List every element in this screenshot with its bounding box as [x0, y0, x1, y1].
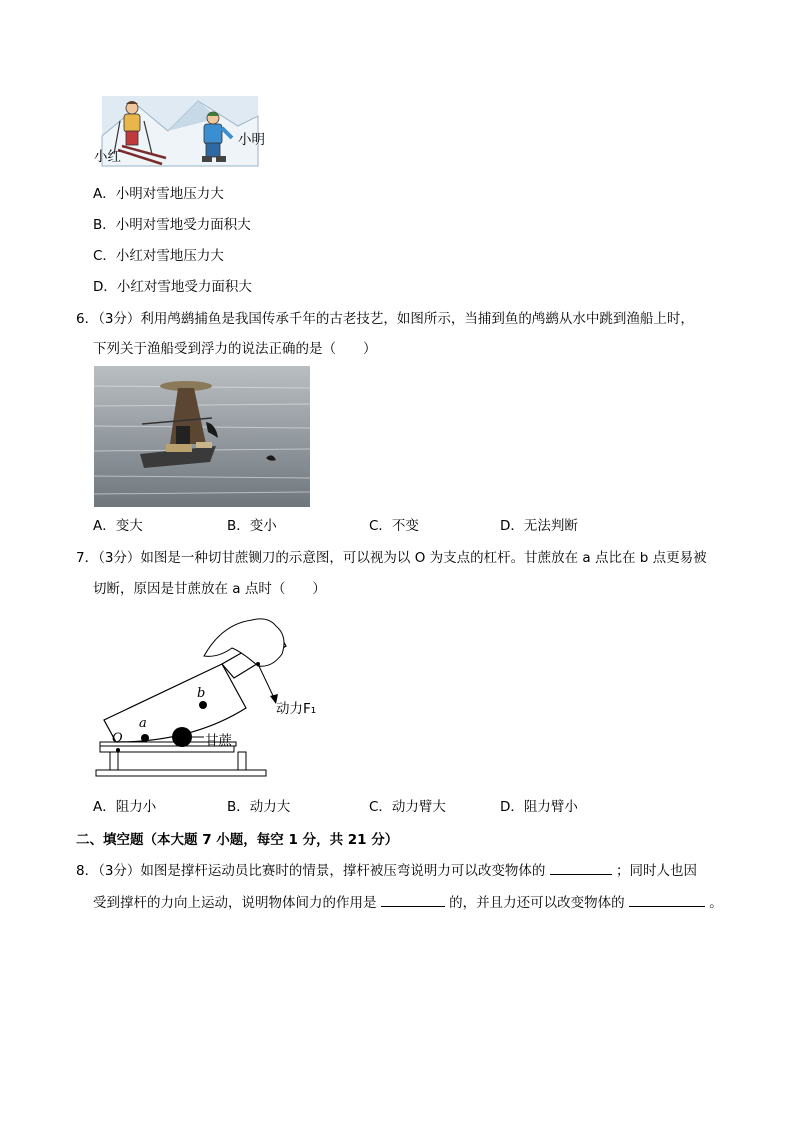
label-force-f1: 动力F₁	[276, 701, 317, 717]
q8-line2-part2: 的，并且力还可以改变物体的	[449, 895, 625, 911]
q7-text-line2: 切断，原因是甘蔗放在 a 点时（ ）	[93, 581, 326, 597]
q6-option-d: D．无法判断	[500, 518, 578, 534]
q5-option-d: D．小红对雪地受力面积大	[93, 279, 252, 295]
q5-option-b: B．小明对雪地受力面积大	[93, 217, 251, 233]
q8-blank-1[interactable]	[550, 860, 612, 875]
q8-blank-3[interactable]	[629, 892, 705, 907]
label-xiaoming: 小明	[238, 132, 265, 148]
q8-line2-part1: 受到撑杆的力向上运动，说明物体间力的作用是	[93, 895, 377, 911]
cormorant-fishing-photo	[94, 366, 310, 507]
label-sugarcane: 甘蔗	[205, 733, 232, 749]
label-pivot-o: O	[112, 731, 123, 746]
q7-option-a: A．阻力小	[93, 799, 157, 815]
label-point-a: a	[139, 716, 147, 731]
label-point-b: b	[197, 686, 206, 701]
q7-option-c: C．动力臂大	[369, 799, 446, 815]
q7-option-b: B．动力大	[227, 799, 291, 815]
q6-text-line1: 6．（3分）利用鸬鹚捕鱼是我国传承千年的古老技艺，如图所示，当捕到鱼的鸬鹚从水中跳到渔船上时，	[76, 311, 694, 327]
q6-option-b: B．变小	[227, 518, 277, 534]
q8-line1-part2: ；同时人也因	[616, 863, 698, 879]
q5-option-a: A．小明对雪地压力大	[93, 186, 224, 202]
q6-text-line2: 下列关于渔船受到浮力的说法正确的是（ ）	[93, 341, 377, 357]
q8-line1-part1: 8．（3分）如图是撑杆运动员比赛时的情景，撑杆被压弯说明力可以改变物体的	[76, 863, 546, 879]
q7-option-d: D．阻力臂小	[500, 799, 578, 815]
q5-option-c: C．小红对雪地压力大	[93, 248, 224, 264]
q8-text-line1	[76, 860, 697, 880]
section-fill-in-title: 二、填空题（本大题 7 小题，每空 1 分，共 21 分）	[76, 832, 399, 848]
q8-text-line2	[93, 892, 723, 912]
q6-option-c: C．不变	[369, 518, 419, 534]
q8-blank-2[interactable]	[381, 892, 445, 907]
q6-option-a: A．变大	[93, 518, 143, 534]
q8-line2-part3: 。	[709, 895, 723, 911]
q7-text-line1: 7．（3分）如图是一种切甘蔗铡刀的示意图，可以视为以 O 为支点的杠杆。甘蔗放在 a 点比在 b 点更易被	[76, 550, 707, 566]
label-xiaohong: 小红	[94, 149, 121, 165]
